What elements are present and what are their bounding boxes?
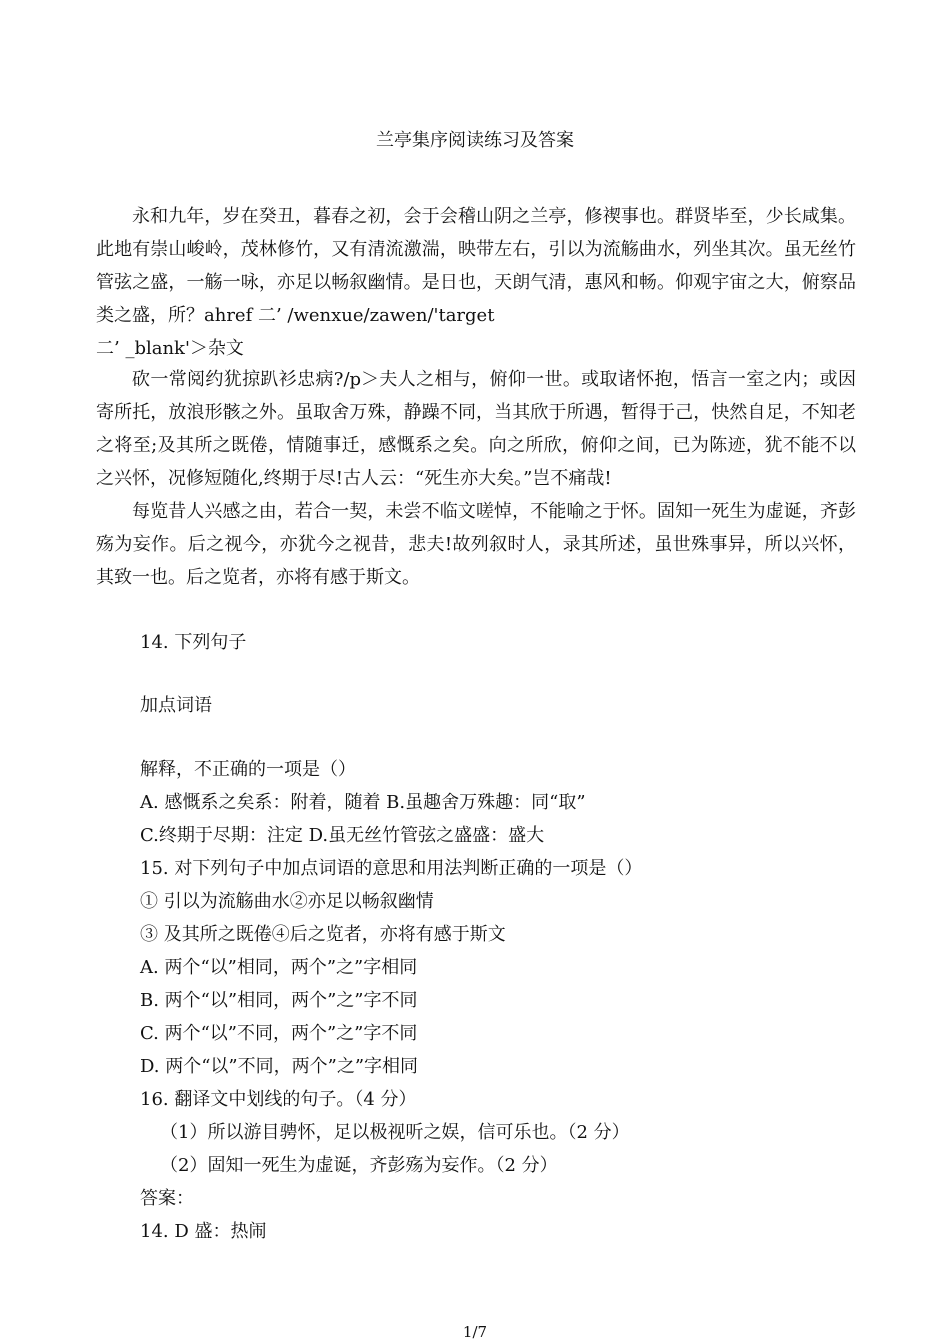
passage-paragraph-1: 永和九年，岁在癸丑，暮春之初，会于会稽山阴之兰亭，修禊事也。群贤毕至，少长咸集。此地有崇山峻岭，茂林修竹，又有清流激湍，映带左右，引以为流觞曲水，列坐其次。虽无丝竹管弦之盛，一觞一咏，亦足以畅叙幽情。是日也，天朗气清，惠风和畅。仰观宇宙之大，俯察品类之盛，所？ahref 二’ /wenxue/zawen/'target xyxy=(96,206,856,326)
passage-section-1 xyxy=(96,200,856,365)
passage-paragraph-2: 砍一常阅约犹掠趴衫忠病?/p＞夫人之相与，俯仰一世。或取诸怀抱，悟言一室之内；或因寄所托，放浪形骸之外。虽取舍万殊，静躁不同，当其欣于所遇，暂得于己，快然自足，不知老之将至;及其所之既倦，情随事迁，感慨系之矣。向之所欣，俯仰之间，已为陈迹，犹不能不以之兴怀，况修短随化,终期于尽!古人云：“死生亦大矣。”岂不痛哉! xyxy=(96,369,856,489)
document-title: 兰亭集序阅读练习及答案 xyxy=(376,130,574,151)
answer-14: 14. D 盛：热闹 xyxy=(140,1221,267,1242)
question-16-sentence-1: （1）所以游目骋怀，足以极视听之娱，信可乐也。（2 分） xyxy=(160,1122,630,1143)
question-15-sentence-1: ① 引以为流觞曲水②亦足以畅叙幽情 xyxy=(140,891,434,912)
question-14-body xyxy=(140,753,860,1248)
passage-paragraph-3: 每览昔人兴感之由，若合一契，未尝不临文嗟悼，不能喻之于怀。固知一死生为虚诞，齐彭殇为妄作。后之视今，亦犹今之视昔，悲夫!故列叙时人，录其所述，虽世殊事异，所以兴怀，其致一也。后之览者，亦将有感于斯文。 xyxy=(96,501,856,588)
question-14-dotted-words: 加点词语 xyxy=(140,695,212,716)
page-number: 1/7 xyxy=(462,1323,488,1341)
question-14-prompt: 解释，不正确的一项是（） xyxy=(140,759,356,780)
answer-label: 答案： xyxy=(140,1188,194,1209)
question-14-options-cd: C.终期于尽期：注定 D.虽无丝竹管弦之盛盛：盛大 xyxy=(140,825,545,846)
passage-paragraph-1-tail: 二’ _blank'＞杂文 xyxy=(96,338,244,359)
question-15-sentence-2: ③ 及其所之既倦④后之览者，亦将有感于斯文 xyxy=(140,924,506,945)
question-15-title: 15. 对下列句子中加点词语的意思和用法判断正确的一项是（） xyxy=(140,858,643,879)
question-15-option-b: B. 两个“以”相同，两个”之”字不同 xyxy=(140,990,418,1011)
question-14-mid xyxy=(140,689,860,722)
question-14-head xyxy=(140,626,860,659)
question-14-title: 14. 下列句子 xyxy=(140,632,247,653)
question-15-option-a: A. 两个“以”相同，两个”之”字相同 xyxy=(140,957,418,978)
passage-section-2 xyxy=(96,363,856,594)
question-16-title: 16. 翻译文中划线的句子。（4 分） xyxy=(140,1089,417,1110)
question-15-option-c: C. 两个“以”不同，两个”之”字不同 xyxy=(140,1023,418,1044)
question-14-options-ab: A. 感慨系之矣系：附着，随着 B.虽趣舍万殊趣：同“取” xyxy=(140,792,586,813)
question-15-option-d: D. 两个“以”不同，两个”之”字相同 xyxy=(140,1056,419,1077)
question-16-sentence-2: （2）固知一死生为虚诞，齐彭殇为妄作。（2 分） xyxy=(160,1155,558,1176)
